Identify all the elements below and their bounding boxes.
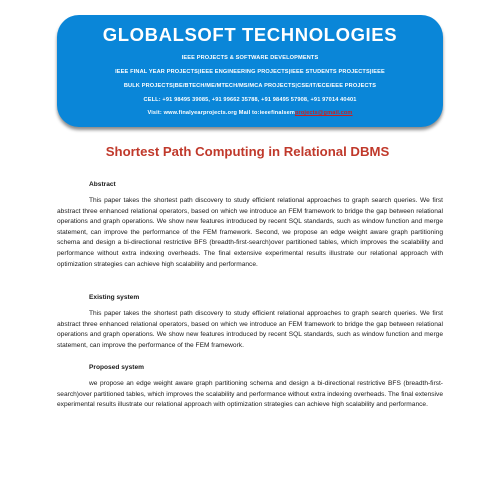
abstract-heading: Abstract: [89, 181, 116, 188]
proposed-system-paragraph: we propose an edge weight aware graph partitioning schema and design a bi-directional restrictive BFS (breadth-first-search)over partitioned tables, which improves the scalability and performance without extra indexing overheads. The final extensive experimental results illustrate our relational approach with optimization strategies can achieve high scalability and performance.: [57, 380, 443, 409]
existing-system-heading: Existing system: [89, 294, 140, 301]
banner-projects-line: IEEE FINAL YEAR PROJECTS|IEEE ENGINEERING PROJECTS|IEEE STUDENTS PROJECTS|IEEE: [115, 69, 385, 75]
email-link[interactable]: projects@gmail.com: [294, 110, 353, 116]
document-title: Shortest Path Computing in Relational DBMS: [105, 144, 390, 159]
banner-visit-text: Visit: www.finalyearprojects.org Mail to:ieeefinalsem: [147, 110, 295, 116]
company-banner: [57, 15, 443, 127]
banner-phone-line: CELL: +91 98495 39085, +91 99662 35788, +91 98495 57908, +91 97014 40401: [143, 97, 357, 103]
banner-courses-line: BULK PROJECTS|BE/BTECH/ME/MTECH/MS/MCA PROJECTS|CSE/IT/ECE/EEE PROJECTS: [123, 83, 377, 89]
proposed-system-heading: Proposed system: [89, 364, 144, 371]
abstract-paragraph: This paper takes the shortest path discovery to study efficient relational approaches to graph search queries. We first abstract three enhanced relational operators, based on which we introduce an FEM framework to bridge the gap between relational operations and graph operations. We show new features introduced by recent SQL standards, such as window function and merge statement, can improve the performance of the FEM framework. Second, we propose an edge weight aware graph partitioning schema and design a bi-directional restrictive BFS (breadth-first-search)over partitioned tables, which improves the scalability and performance without extra indexing overheads. The final extensive experimental results illustrate our relational approach with optimization strategies can achieve high scalability and performance.: [57, 197, 443, 268]
existing-system-paragraph: This paper takes the shortest path discovery to study efficient relational approaches to graph search queries. We first abstract three enhanced relational operators, based on which we introduce an FEM framework to bridge the gap between relational operations and graph operations. We show new features introduced by recent SQL standards, such as window function and merge statement, can improve the performance of the FEM framework.: [57, 310, 443, 349]
banner-contact-line: [57, 110, 443, 116]
company-name: GLOBALSOFT TECHNOLOGIES: [102, 24, 398, 45]
banner-tagline: IEEE PROJECTS & SOFTWARE DEVELOPMENTS: [181, 55, 319, 61]
